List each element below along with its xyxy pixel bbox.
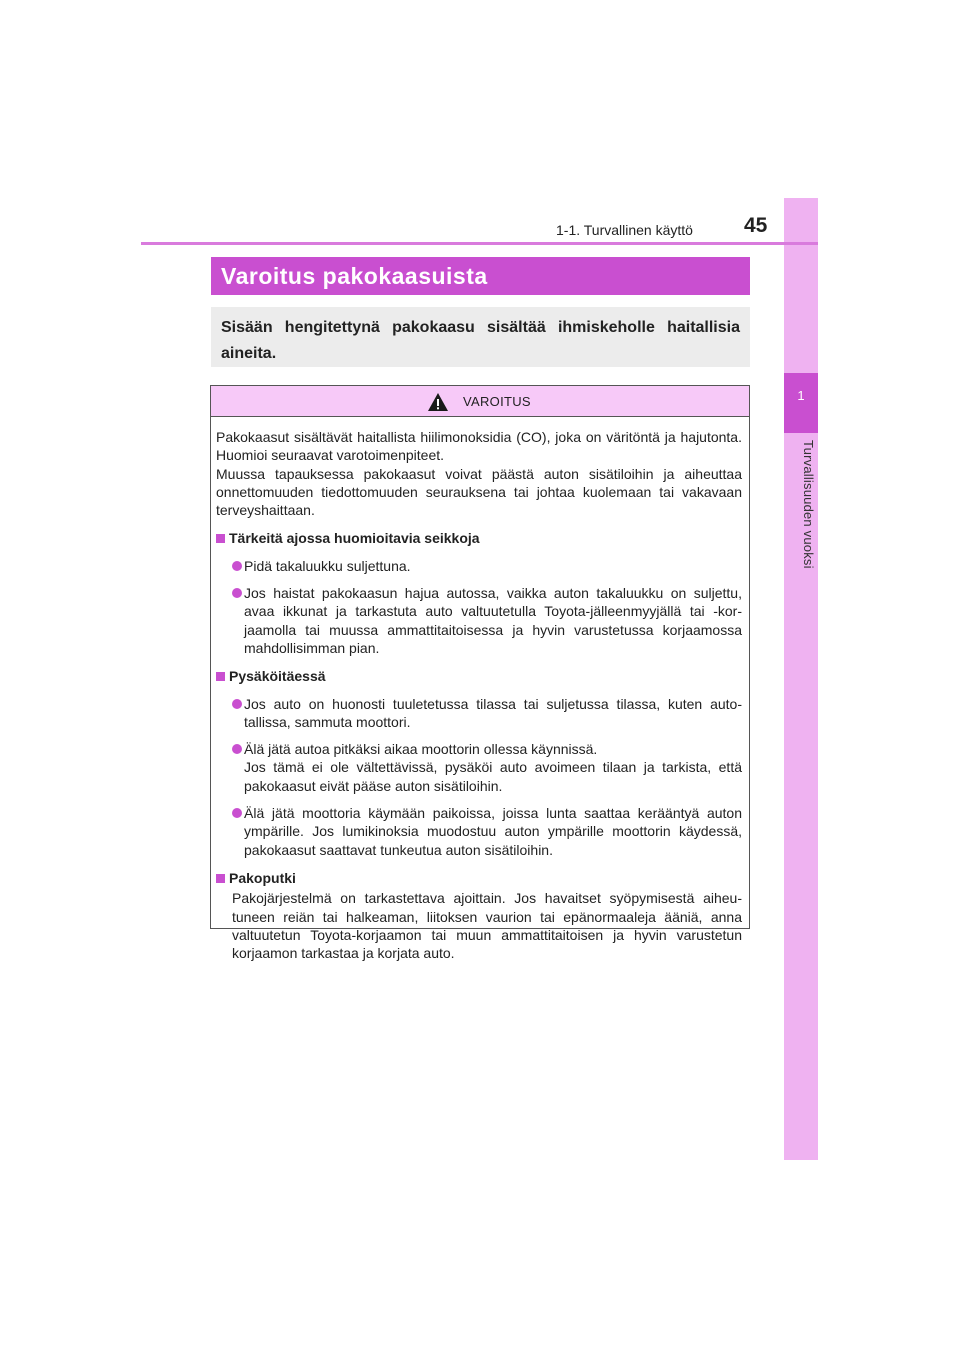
list-item — [216, 804, 742, 859]
list-item-text: Jos auto on huonosti tuuletetussa tilassa tai suljetussa tilassa, kuten autotallissa, sammuta moottori. — [244, 695, 742, 730]
side-tab — [784, 198, 818, 1160]
round-bullet-icon — [232, 561, 242, 571]
page-number: 45 — [744, 214, 768, 237]
header-divider — [141, 242, 818, 245]
list-item — [216, 584, 742, 657]
round-bullet-icon — [232, 744, 242, 754]
side-tab-chapter-number: 1 — [797, 388, 805, 403]
page-title: Varoitus pakokaasuista — [211, 257, 750, 295]
square-bullet-icon — [216, 874, 225, 883]
list-item-text: Älä jätä moottoria käymään paikoissa, joissa lunta saattaa kerääntyä auton ympärille. Jos lumikinoksia muodostuu auton ympärille moottorin käydessä, pakokaasut saattavat tunkeutua auton sisätiloihin. — [244, 805, 742, 858]
square-bullet-icon — [216, 534, 225, 543]
list-item — [216, 695, 742, 732]
warning-triangle-icon — [427, 392, 449, 412]
round-bullet-icon — [232, 588, 242, 598]
warning-body — [211, 417, 749, 962]
section-heading-text: Pakoputki — [229, 869, 296, 886]
warning-intro-paragraph: Muussa tapauksessa pakokaasut voivat päästä auton sisätiloihin ja aiheuttaa onnettomuuden tiedottomuuden seurauksena tai johtaa kuolemaan tai vakavaan terveyshaittaan. — [216, 465, 742, 519]
list-item-text: Pidä takaluukku suljettuna. — [244, 557, 411, 574]
warning-box — [210, 385, 750, 962]
list-item — [216, 740, 742, 795]
side-tab-chapter-title: Turvallisuuden vuoksi — [801, 440, 816, 569]
section-heading — [216, 667, 742, 685]
header-section-title: 1-1. Turvallinen käyttö — [556, 222, 693, 238]
round-bullet-icon — [232, 699, 242, 709]
round-bullet-icon — [232, 808, 242, 818]
section-paragraph: Pakojärjestelmä on tarkastettava ajoittain. Jos havaitset syöpymisestä aiheutuneen reiän tai halkeaman, liitoksen vaurion tai epänormaaleja ääniä, anna valtuutetun Toyota-korjaamon tai muun ammattitaitoisen ja hyvin varustetun korjaamon tarkastaa ja korjata auto. — [232, 890, 742, 962]
list-item — [216, 557, 742, 575]
section-heading-text: Pysäköitäessä — [229, 668, 326, 685]
side-tab-chapter-marker — [784, 373, 818, 433]
square-bullet-icon — [216, 672, 225, 681]
section-heading-text: Tärkeitä ajossa huomioitavia seikkoja — [229, 530, 480, 547]
summary-box: Sisään hengitettynä pakokaasu sisältää ihmiskeholle haitallisia aineita. — [211, 307, 750, 367]
list-item-text: Älä jätä autoa pitkäksi aikaa moottorin ollessa käynnissä. Jos tämä ei ole vältettävissä, pysäköi auto avoimeen tilaan ja tarkista, että pakokaasut eivät pääse auton sisätiloihin. — [244, 741, 742, 794]
list-item-text: Jos haistat pakokaasun hajua autossa, vaikka auton takaluukku on suljettu, avaa ikkunat ja tarkastuta auto valtuutetulla Toyota-jälleenmyyjällä tai -korjaamolla tai muussa ammattitaitoisessa ja hyvin varustetussa korjaamossa mahdollisimman pian. — [244, 585, 742, 656]
warning-header — [211, 386, 749, 417]
section-heading — [216, 529, 742, 547]
warning-label: VAROITUS — [463, 394, 531, 409]
warning-intro-paragraph: Pakokaasut sisältävät haitallista hiilimonoksidia (CO), joka on väritöntä ja hajutonta. Huomioi seuraavat varotoimenpiteet. — [216, 429, 742, 464]
section-heading — [216, 869, 742, 887]
warning-intro — [216, 428, 742, 519]
